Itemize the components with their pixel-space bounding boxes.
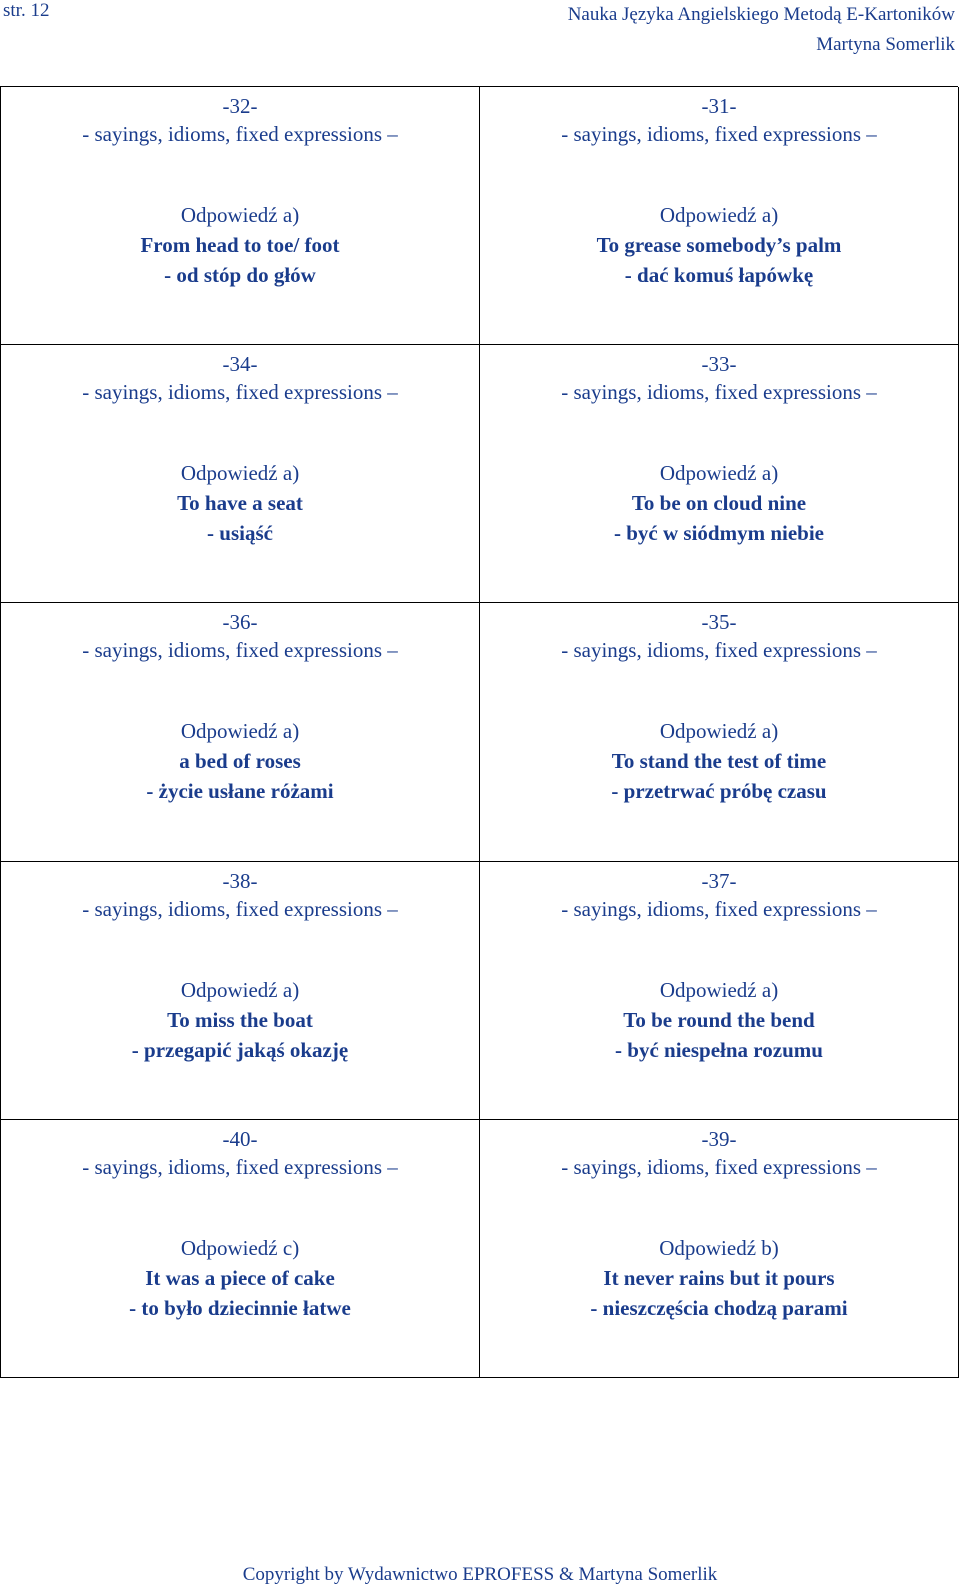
card-answer: Odpowiedź c) xyxy=(180,1235,300,1260)
card-number: -40- xyxy=(222,1126,258,1151)
card-number: -37- xyxy=(701,868,737,893)
card-phrase: To miss the boat xyxy=(167,1007,313,1032)
flashcard-grid xyxy=(0,86,958,1378)
card-number: -38- xyxy=(222,868,258,893)
flashcard-39 xyxy=(480,1120,959,1378)
card-translation: - to było dziecinnie łatwe xyxy=(129,1295,351,1320)
card-category: - sayings, idioms, fixed expressions – xyxy=(561,380,877,405)
card-translation: - usiąść xyxy=(207,521,273,546)
card-number: -36- xyxy=(222,610,258,635)
copyright-footer: Copyright by Wydawnictwo EPROFESS & Martyna Somerlik xyxy=(242,1564,718,1585)
page-number: str. 12 xyxy=(3,0,50,21)
card-answer: Odpowiedź b) xyxy=(659,1235,779,1260)
card-category: - sayings, idioms, fixed expressions – xyxy=(82,122,398,146)
card-translation: - przetrwać próbę czasu xyxy=(611,779,827,804)
card-phrase: a bed of roses xyxy=(179,749,301,774)
flashcard-35 xyxy=(480,603,959,861)
flashcard-32 xyxy=(1,87,480,345)
card-phrase: It never rains but it pours xyxy=(603,1265,835,1290)
card-translation: - nieszczęścia chodzą parami xyxy=(590,1295,848,1320)
card-number: -32- xyxy=(222,94,258,118)
card-translation: - być niespełna rozumu xyxy=(615,1037,823,1062)
card-category: - sayings, idioms, fixed expressions – xyxy=(82,638,398,663)
card-answer: Odpowiedź a) xyxy=(659,977,779,1002)
card-number: -31- xyxy=(701,94,737,118)
card-phrase: It was a piece of cake xyxy=(145,1265,335,1290)
card-phrase: To be round the bend xyxy=(623,1007,815,1032)
card-translation: - od stóp do głów xyxy=(164,263,316,287)
card-phrase: To be on cloud nine xyxy=(631,491,807,516)
card-translation: - dać komuś łapówkę xyxy=(624,263,814,287)
flashcard-40 xyxy=(1,1120,480,1378)
document-author: Martyna Somerlik xyxy=(816,34,955,55)
card-answer: Odpowiedź a) xyxy=(659,719,779,744)
flashcard-38 xyxy=(1,862,480,1120)
card-phrase: From head to toe/ foot xyxy=(140,233,340,257)
card-answer: Odpowiedź a) xyxy=(180,203,300,227)
flashcard-33 xyxy=(480,345,959,603)
card-number: -39- xyxy=(701,1126,737,1151)
header-block xyxy=(568,0,955,60)
card-number: -33- xyxy=(701,352,737,377)
document-title: Nauka Języka Angielskiego Metodą E-Kartoników xyxy=(567,4,955,25)
card-answer: Odpowiedź a) xyxy=(659,203,779,227)
card-translation: - być w siódmym niebie xyxy=(614,521,824,546)
card-answer: Odpowiedź a) xyxy=(180,461,300,486)
flashcard-36 xyxy=(1,603,480,861)
card-phrase: To grease somebody’s palm xyxy=(596,233,842,257)
flashcard-34 xyxy=(1,345,480,603)
card-category: - sayings, idioms, fixed expressions – xyxy=(561,1154,877,1179)
card-category: - sayings, idioms, fixed expressions – xyxy=(82,380,398,405)
card-phrase: To stand the test of time xyxy=(611,749,827,774)
card-category: - sayings, idioms, fixed expressions – xyxy=(561,122,877,146)
flashcard-37 xyxy=(480,862,959,1120)
card-phrase: To have a seat xyxy=(177,491,303,516)
card-answer: Odpowiedź a) xyxy=(180,977,300,1002)
flashcard-31 xyxy=(480,87,959,345)
card-translation: - życie usłane różami xyxy=(146,779,334,804)
card-category: - sayings, idioms, fixed expressions – xyxy=(561,638,877,663)
card-translation: - przegapić jakąś okazję xyxy=(131,1037,349,1062)
card-category: - sayings, idioms, fixed expressions – xyxy=(82,1154,398,1179)
card-number: -34- xyxy=(222,352,258,377)
card-category: - sayings, idioms, fixed expressions – xyxy=(561,896,877,921)
card-category: - sayings, idioms, fixed expressions – xyxy=(82,896,398,921)
card-answer: Odpowiedź a) xyxy=(180,719,300,744)
card-number: -35- xyxy=(701,610,737,635)
card-answer: Odpowiedź a) xyxy=(659,461,779,486)
